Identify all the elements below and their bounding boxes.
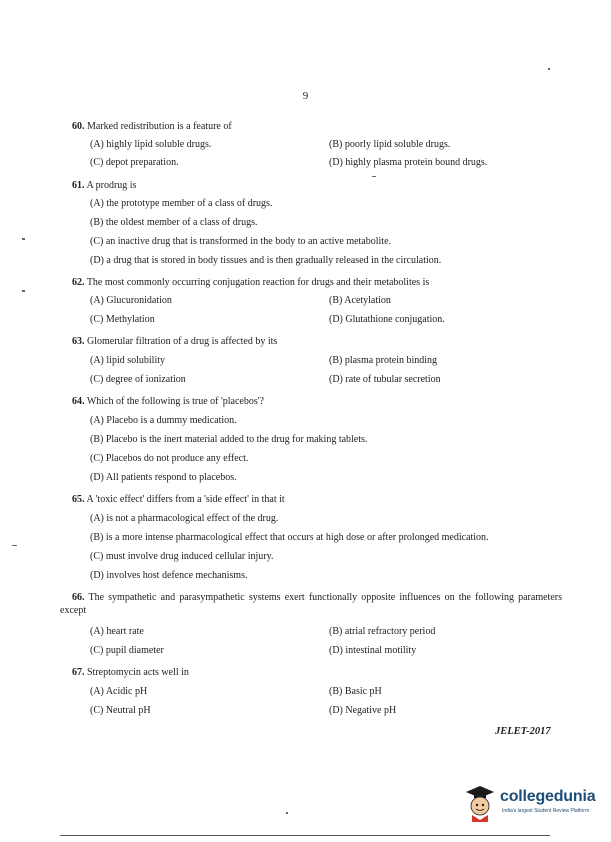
question-number: 67.	[72, 667, 85, 678]
question-number: 65.	[72, 494, 85, 505]
option-62-d: (D) Glutathione conjugation.	[329, 314, 445, 325]
question-65	[72, 494, 285, 506]
option-61-b: (B) the oldest member of a class of drugs.	[90, 217, 258, 228]
scan-speck	[286, 812, 288, 814]
question-64	[72, 396, 264, 408]
page-number: 9	[302, 90, 309, 102]
option-62-a: (A) Glucuronidation	[90, 295, 172, 306]
option-60-c: (C) depot preparation.	[90, 157, 179, 168]
option-64-a: (A) Placebo is a dummy medication.	[90, 415, 237, 426]
question-67	[72, 667, 189, 679]
option-66-d: (D) intestinal motility	[329, 645, 417, 656]
option-67-b: (B) Basic pH	[329, 686, 382, 697]
option-67-c: (C) Neutral pH	[90, 705, 151, 716]
scan-speck	[12, 545, 17, 546]
question-number: 61.	[72, 180, 85, 191]
option-64-c: (C) Placebos do not produce any effect.	[90, 453, 249, 464]
question-text: Which of the following is true of 'placebos'?	[86, 396, 264, 407]
question-number: 66.	[72, 592, 85, 603]
option-64-b: (B) Placebo is the inert material added to the drug for making tablets.	[90, 434, 368, 445]
option-64-d: (D) All patients respond to placebos.	[90, 472, 237, 483]
question-62	[72, 277, 429, 289]
scan-speck	[548, 68, 550, 70]
scan-speck	[22, 238, 25, 240]
logo-wordmark: collegedunia	[500, 788, 596, 805]
option-63-d: (D) rate of tubular secretion	[329, 374, 441, 385]
scan-speck	[372, 176, 376, 177]
option-65-a: (A) is not a pharmacological effect of the drug.	[90, 513, 279, 524]
question-text: Marked redistribution is a feature of	[87, 121, 232, 132]
question-number: 63.	[72, 336, 85, 347]
question-61	[72, 180, 136, 192]
question-text: Streptomycin acts well in	[87, 667, 189, 678]
option-62-c: (C) Methylation	[90, 314, 155, 325]
option-63-c: (C) degree of ionization	[90, 374, 186, 385]
collegedunia-logo	[462, 782, 607, 824]
option-66-b: (B) atrial refractory period	[329, 626, 436, 637]
option-63-a: (A) lipid solubility	[90, 355, 165, 366]
question-text: The most commonly occurring conjugation reaction for drugs and their metabolites is	[86, 277, 430, 288]
option-61-d: (D) a drug that is stored in body tissues and is then gradually released in the circulation.	[90, 255, 442, 266]
option-60-a: (A) highly lipid soluble drugs.	[90, 139, 212, 150]
option-66-a: (A) heart rate	[90, 626, 144, 637]
question-66	[60, 591, 562, 617]
bottom-rule	[60, 835, 550, 836]
option-65-b: (B) is a more intense pharmacological effect that occurs at high dose or after prolonged medication.	[90, 532, 489, 543]
option-61-a: (A) the prototype member of a class of drugs.	[90, 198, 273, 209]
option-66-c: (C) pupil diameter	[90, 645, 164, 656]
option-61-c: (C) an inactive drug that is transformed in the body to an active metabolite.	[90, 236, 392, 247]
question-text: A 'toxic effect' differs from a 'side effect' in that it	[86, 494, 285, 505]
question-60	[72, 121, 232, 133]
question-text: Glomerular filtration of a drug is affected by its	[87, 336, 278, 347]
graduate-mascot-icon	[462, 782, 498, 822]
option-62-b: (B) Acetylation	[329, 295, 391, 306]
exam-code: JELET-2017	[495, 726, 551, 737]
option-67-d: (D) Negative pH	[329, 705, 397, 716]
option-65-d: (D) involves host defence mechanisms.	[90, 570, 248, 581]
scan-speck	[22, 290, 25, 292]
question-text: The sympathetic and parasympathetic systems exert functionally opposite influences on the following parameters except	[60, 592, 562, 616]
option-67-a: (A) Acidic pH	[90, 686, 148, 697]
question-text: A prodrug is	[86, 180, 137, 191]
option-63-b: (B) plasma protein binding	[329, 355, 438, 366]
option-65-c: (C) must involve drug induced cellular injury.	[90, 551, 274, 562]
question-number: 60.	[72, 121, 85, 132]
option-60-d: (D) highly plasma protein bound drugs.	[329, 157, 488, 168]
option-60-b: (B) poorly lipid soluble drugs.	[329, 139, 451, 150]
logo-tagline: India's largest Student Review Platform	[502, 808, 590, 814]
question-number: 64.	[72, 396, 85, 407]
question-63	[72, 336, 277, 348]
question-number: 62.	[72, 277, 85, 288]
